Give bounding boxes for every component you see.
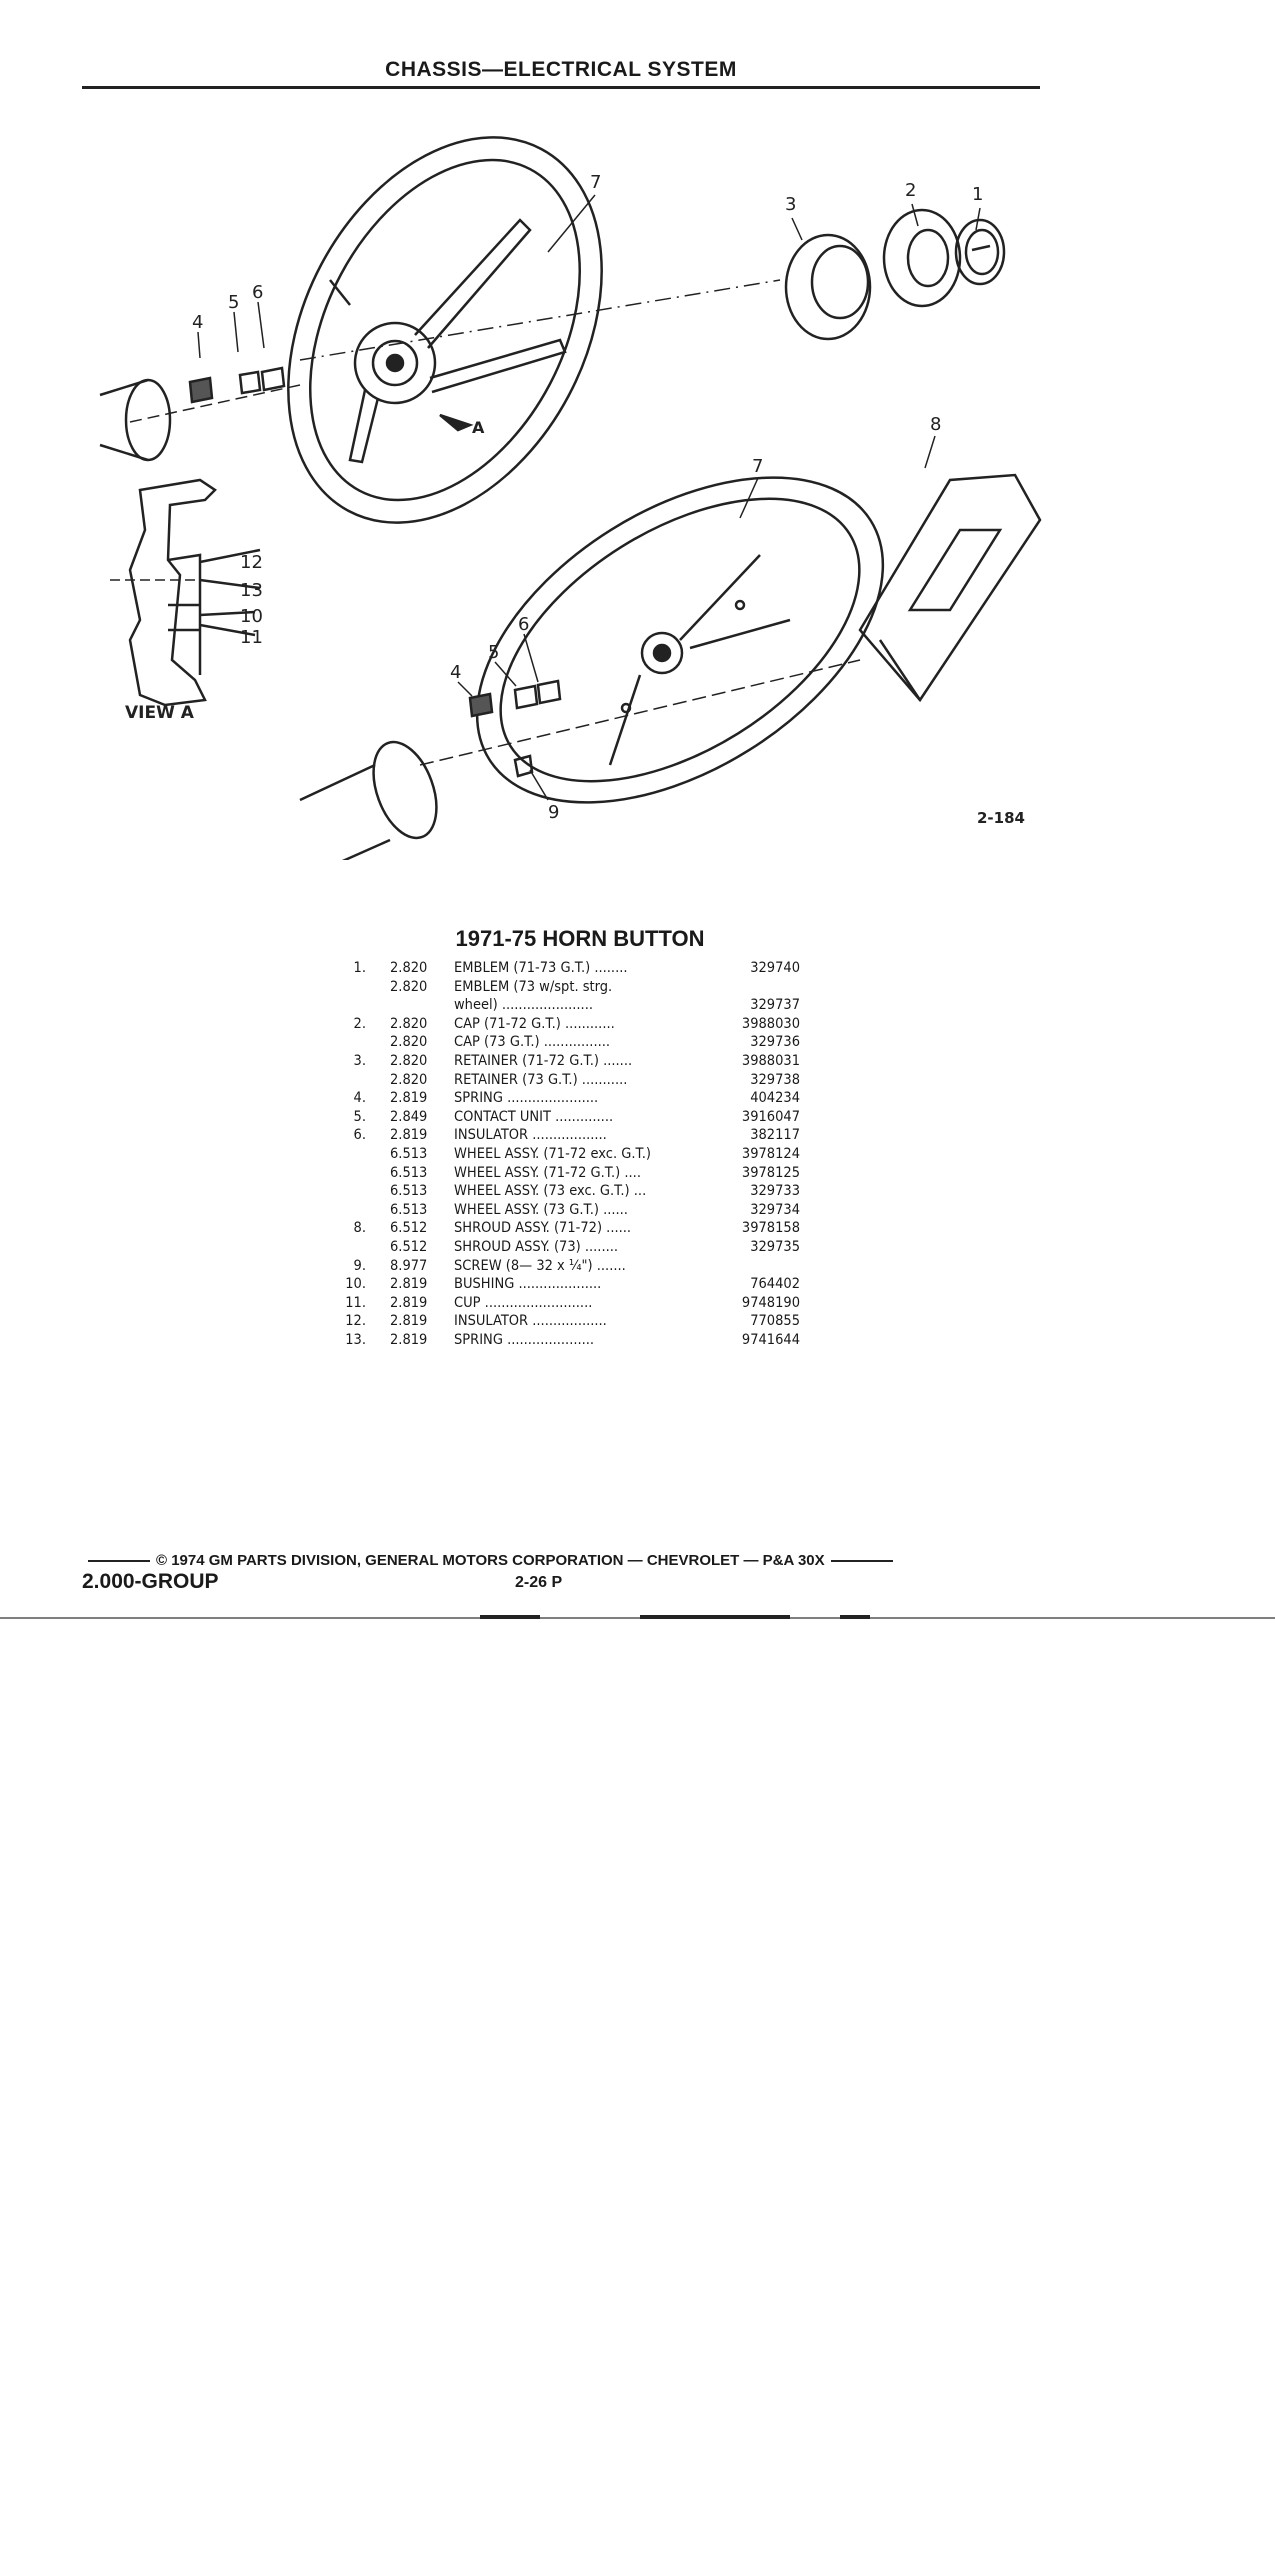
group-number: 2.819 — [390, 1127, 428, 1144]
part-index: 13. — [345, 1331, 366, 1348]
callout-2: 2 — [905, 180, 917, 201]
part-number: 3988031 — [741, 1052, 800, 1069]
parts-row — [340, 1295, 810, 1314]
part-number: 329737 — [750, 997, 800, 1014]
part-description: RETAINER (71-72 G.T.) ....... — [454, 1052, 633, 1069]
header-title: CHASSIS—ELECTRICAL SYSTEM — [385, 58, 737, 81]
figure-number: 2-184 — [977, 809, 1025, 827]
parts-row — [340, 1090, 810, 1109]
group-number: 2.819 — [390, 1294, 428, 1311]
part-description: WHEEL ASSY. (71-72 G.T.) .... — [454, 1164, 641, 1181]
group-number: 2.819 — [390, 1090, 428, 1107]
group-number: 2.820 — [390, 978, 428, 995]
group-number: 2.819 — [390, 1331, 428, 1348]
part-number: 329736 — [750, 1034, 800, 1051]
parts-row — [340, 1034, 810, 1053]
copyright-text: © 1974 GM PARTS DIVISION, GENERAL MOTORS CORPORATION — CHEVROLET — P&A 30X — [156, 1552, 825, 1569]
part-description: SPRING ...................... — [454, 1090, 599, 1107]
callout-9: 9 — [548, 802, 560, 823]
parts-row — [340, 1202, 810, 1221]
parts-row — [340, 1239, 810, 1258]
part-number: 329738 — [750, 1071, 800, 1088]
parts-row — [340, 1313, 810, 1332]
callout-4: 4 — [192, 312, 204, 333]
footer-copyright — [82, 1552, 1022, 1569]
part-description: BUSHING .................... — [454, 1276, 602, 1293]
part-number: 3916047 — [741, 1108, 800, 1125]
callout-5: 5 — [228, 292, 240, 313]
part-index: 4. — [353, 1090, 366, 1107]
callout-7: 7 — [590, 172, 602, 193]
part-description: WHEEL ASSY. (71-72 exc. G.T.) — [454, 1145, 651, 1162]
callout-13: 13 — [240, 580, 263, 601]
part-number: 3978125 — [741, 1164, 800, 1181]
parts-row — [340, 997, 810, 1016]
parts-list — [340, 960, 810, 1350]
callout-3: 3 — [785, 194, 797, 215]
lower-steering-wheel — [420, 411, 942, 860]
part-description: WHEEL ASSY. (73 exc. G.T.) ... — [454, 1183, 647, 1200]
parts-row — [340, 979, 810, 998]
part-index: 2. — [353, 1015, 366, 1032]
part-number: 764402 — [750, 1276, 800, 1293]
part-number: 9741644 — [741, 1331, 800, 1348]
part-description: CONTACT UNIT .............. — [454, 1108, 614, 1125]
page-number: 2-26 P — [515, 1574, 563, 1591]
arrow-label: A — [472, 418, 485, 437]
parts-row — [340, 1053, 810, 1072]
part-description: WHEEL ASSY. (73 G.T.) ...... — [454, 1201, 628, 1218]
group-number: 2.820 — [390, 1071, 428, 1088]
parts-row — [340, 960, 810, 979]
upper-column-assembly — [100, 368, 300, 460]
part-number: 382117 — [750, 1127, 800, 1144]
part-description: SCREW (8— 32 x ¹⁄₄") ....... — [454, 1257, 626, 1274]
group-number: 2.820 — [390, 1015, 428, 1032]
callout-12: 12 — [240, 552, 263, 573]
parts-row — [340, 1109, 810, 1128]
part-description: CAP (73 G.T.) ................ — [454, 1034, 611, 1051]
part-description: EMBLEM (73 w/spt. strg. — [454, 978, 613, 995]
part-number: 3988030 — [741, 1015, 800, 1032]
part-number: 329740 — [750, 960, 800, 976]
lower-column-assembly — [300, 660, 860, 860]
part-index: 6. — [353, 1127, 366, 1144]
group-number: 6.512 — [390, 1238, 428, 1255]
group-number: 2.819 — [390, 1313, 428, 1330]
callout-6: 6 — [252, 282, 264, 303]
parts-row — [340, 1258, 810, 1277]
callout-4b: 4 — [450, 662, 462, 683]
parts-row — [340, 1016, 810, 1035]
part-number: 329735 — [750, 1238, 800, 1255]
group-number: 2.820 — [390, 1034, 428, 1051]
parts-row — [340, 1127, 810, 1146]
part-index: 10. — [345, 1276, 366, 1293]
callout-8: 8 — [930, 414, 942, 435]
parts-row — [340, 1332, 810, 1351]
callout-5b: 5 — [488, 642, 500, 663]
horn-cap-parts — [786, 210, 1004, 339]
view-a-arrow-icon — [440, 415, 470, 430]
group-number: 6.513 — [390, 1201, 428, 1218]
group-label: 2.000-GROUP — [82, 1570, 219, 1593]
part-index: 8. — [353, 1220, 366, 1237]
part-number: 329733 — [750, 1183, 800, 1200]
part-description: SHROUD ASSY. (71-72) ...... — [454, 1220, 632, 1237]
part-number: 3978158 — [741, 1220, 800, 1237]
part-number: 9748190 — [741, 1294, 800, 1311]
part-description: INSULATOR .................. — [454, 1313, 607, 1330]
group-number: 2.820 — [390, 960, 428, 976]
callout-11: 11 — [240, 627, 263, 648]
callout-6b: 6 — [518, 614, 530, 635]
parts-row — [340, 1276, 810, 1295]
group-number: 2.819 — [390, 1276, 428, 1293]
footer-rule-right — [831, 1560, 893, 1562]
part-description: EMBLEM (71-73 G.T.) ........ — [454, 960, 628, 976]
group-number: 2.820 — [390, 1052, 428, 1069]
part-description: SHROUD ASSY. (73) ........ — [454, 1238, 619, 1255]
horn-button-exploded-diagram — [0, 100, 1275, 860]
part-number: 770855 — [750, 1313, 800, 1330]
callout-1: 1 — [972, 184, 984, 205]
parts-row — [340, 1146, 810, 1165]
parts-list-title: 1971-75 HORN BUTTON — [455, 926, 705, 951]
group-number: 6.512 — [390, 1220, 428, 1237]
page-header — [82, 54, 1040, 89]
footer-rule-left — [88, 1560, 150, 1562]
view-a-section — [110, 480, 260, 705]
shroud-assembly — [860, 475, 1040, 700]
part-description: wheel) ...................... — [454, 997, 593, 1014]
parts-row — [340, 1165, 810, 1184]
part-number: 329734 — [750, 1201, 800, 1218]
parts-row — [340, 1072, 810, 1091]
part-index: 9. — [353, 1257, 366, 1274]
part-number: 404234 — [750, 1090, 800, 1107]
part-description: RETAINER (73 G.T.) ........... — [454, 1071, 628, 1088]
parts-row — [340, 1220, 810, 1239]
part-index: 1. — [353, 960, 366, 976]
part-description: CUP .......................... — [454, 1294, 593, 1311]
group-number: 8.977 — [390, 1257, 428, 1274]
group-number: 6.513 — [390, 1145, 428, 1162]
bottom-rule — [0, 1608, 1275, 1628]
part-index: 5. — [353, 1108, 366, 1125]
parts-row — [340, 1183, 810, 1202]
part-description: INSULATOR .................. — [454, 1127, 607, 1144]
part-description: CAP (71-72 G.T.) ............ — [454, 1015, 615, 1032]
callout-7b: 7 — [752, 456, 764, 477]
callout-10: 10 — [240, 606, 263, 627]
upper-centerline — [300, 280, 780, 360]
part-description: SPRING ..................... — [454, 1331, 595, 1348]
part-number: 3978124 — [741, 1145, 800, 1162]
view-a-label: VIEW A — [125, 703, 194, 723]
group-number: 6.513 — [390, 1164, 428, 1181]
part-index: 3. — [353, 1052, 366, 1069]
group-number: 6.513 — [390, 1183, 428, 1200]
group-number: 2.849 — [390, 1108, 428, 1125]
part-index: 11. — [345, 1294, 366, 1311]
part-index: 12. — [345, 1313, 366, 1330]
